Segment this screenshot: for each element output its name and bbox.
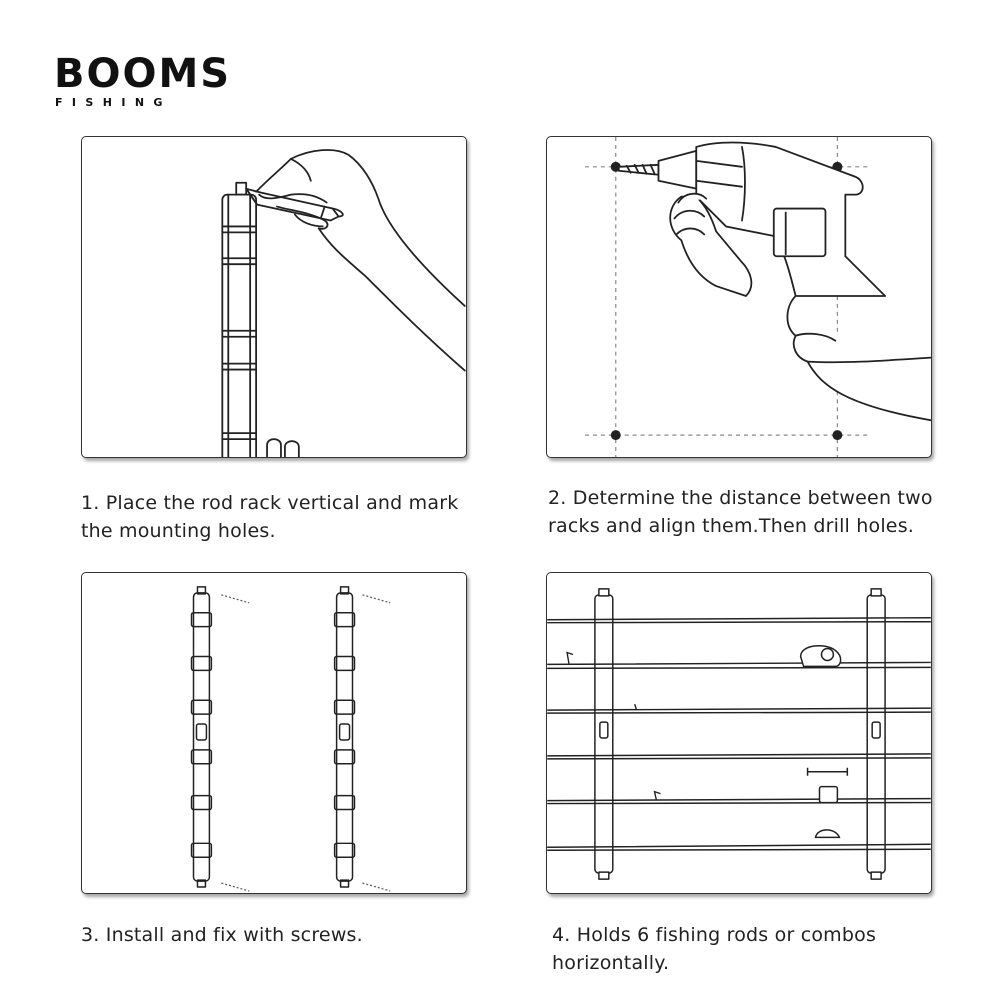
step-3-illustration (81, 572, 467, 894)
brand-logo (54, 51, 232, 112)
mark-holes-illustration (82, 137, 466, 457)
power-drill (619, 142, 885, 296)
hole-mark-bottom-left (611, 430, 621, 440)
left-rack (192, 587, 212, 887)
rods-held-illustration (547, 573, 931, 893)
step-3-caption: 3. Install and fix with screws. (81, 924, 363, 946)
step-4-caption: 4. Holds 6 fishing rods or combos horizontally. (552, 924, 877, 974)
rod-guides (567, 653, 660, 801)
right-rack-mounted (867, 589, 885, 879)
left-rack-mounted (595, 589, 613, 879)
step-4-illustration (546, 572, 932, 894)
reels (801, 646, 848, 838)
drill-holes-illustration (547, 137, 931, 457)
brand-name: BOOMS (54, 51, 232, 97)
step-2-caption: 2. Determine the distance between two racks and align them.Then drill holes. (548, 487, 933, 537)
brand-tagline: FISHING (55, 96, 172, 109)
hole-mark-bottom-right (832, 430, 842, 440)
step-1-caption: 1. Place the rod rack vertical and mark the mounting holes. (81, 492, 459, 542)
step-2-illustration (546, 136, 932, 458)
right-rack (335, 587, 355, 887)
finger-tips (267, 439, 299, 457)
step-1-illustration (81, 136, 467, 458)
screws (221, 595, 390, 891)
hand-holding-pencil (256, 150, 465, 371)
install-screws-illustration (82, 573, 466, 893)
rod-rack-vertical (222, 183, 256, 457)
